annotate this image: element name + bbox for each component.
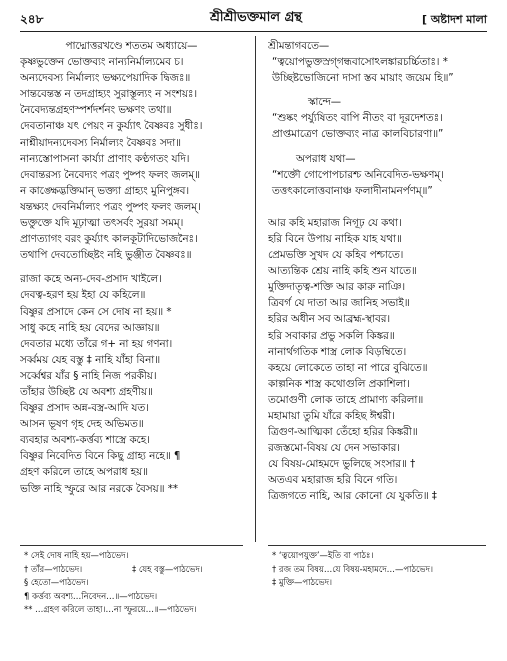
verse-line: হরি বিনে উপায় নাহিক যাহ যথা॥ [268, 232, 402, 245]
sanskrit-verse-block [20, 54, 243, 263]
verse-line: হরি সবাকার প্রভু সকলি কিঙ্কর॥ [268, 329, 395, 342]
footnote: * সেই দোষ নাহি হয়—পাঠভেদ। [24, 550, 129, 560]
verse-line: হরির অধীন সব আব্রহ্ম-স্থাবর। [268, 313, 391, 326]
verse-line: নৈবেদ্যন্তগ্রহণস্পর্শদর্শনং ভক্ষণং তথা॥ [20, 104, 172, 117]
verse-line: নান্যস্তোপাসনা কার্য্যা প্রাণাং কণ্ঠগতং যদি। [20, 152, 190, 165]
verse-line: তথাপি দেবতোচ্ছিষ্টং নহি ভুঞ্জীত বৈষ্ণবঃ॥ [20, 249, 192, 262]
verse-line: কাল্পনিক শাস্ত্র কথোগুলি প্রকাশিলা। [268, 377, 410, 390]
verse-line: বিষ্ণুর প্রসাদ অন্ন-বস্ত্র-আদি যত। [20, 402, 149, 415]
verse-line: রাজা কহে অন্য-দেব-প্রসাদ খাইলে। [20, 273, 162, 286]
section-heading: পাদ্মোত্তরখণ্ডে শততম অধ্যায়ে— [65, 40, 198, 52]
verse-line: বিষ্ণুর নিবেদিত বিনে কিছু গ্রাহ্য নহে॥ ¶ [20, 450, 181, 463]
verse-line: সান্তবেন্তস্ত ন তদগ্রাহ্যং সুরাস্তূল্যং ন সংশয়ঃ। [20, 88, 198, 101]
verse-line: দেবত্ব-হরণ হয় ইহা যে কহিলে॥ [20, 289, 146, 302]
verse-line: মুক্তিদাতৃত্ব-শক্তি আর কারু নাঞি। [268, 281, 406, 294]
footnote: § হেতো—পাঠভেদ। [24, 577, 89, 587]
bengali-verse-block [268, 215, 486, 505]
verse-line: দেবতানাঞ্চ যৎ পেয়ং ন কুর্য্যাৎ বৈষ্ণবঃ সুধীঃ। [20, 120, 203, 133]
verse-line: নাশ্নীয়াদন্যদেবস্য নির্মাল্যং বৈষ্ণবঃ সদা॥ [20, 136, 182, 149]
section-heading: অপরাধ যথা— [296, 152, 356, 165]
verse-line: ভক্তি নাহি স্ফুরে আর নরকে বৈসয়॥ ** [20, 482, 179, 495]
verse-line: অন্যদেবস্য নির্মাল্যং ভক্ষ্যপেয়াদিক দ্বিজঃ॥ [20, 72, 191, 85]
footnote: † রজ তম বিষয়…যে বিষয়-মহামদে…—পাঠভেদ। [272, 563, 433, 574]
column-divider [255, 36, 256, 542]
verse-line: বিষ্ণুর প্রসাদে কেন সে দোষ না হয়॥ * [20, 305, 172, 318]
footnote-item: ‡ যেহ বস্তু—পাঠভেদ। [132, 563, 203, 574]
verse-line: প্রেমভক্তি সুখদ যে কহিব পশ্চাতে। [268, 249, 404, 262]
verse-line: নানার্থগতিক শাস্ত্র লোক বিড়ম্বিতে। [268, 345, 407, 358]
verse-line: সর্ব্বেশ্বর যাঁর § নাহি নিজ পরকীয়। [20, 369, 157, 382]
section-heading: শ্রীমন্তাগবতে— [268, 40, 330, 52]
footnote [24, 563, 244, 577]
verse-line: ব্যবহার অবশ্য-কর্ত্তব্য শাস্ত্রে কহে। [20, 434, 150, 447]
verse-line: দেবান্তরস্য নৈবেদ্যং পত্রং পুষ্পং ফলং জলম্॥ [20, 168, 200, 181]
footnote-rule [268, 545, 486, 546]
footnote: ¶ কর্ত্তব্য অবশ্য…নিবেদন…॥—পাঠভেদ। [24, 590, 158, 601]
footnote: ‡ মুক্তি—পাঠভেদ। [272, 577, 332, 587]
book-title: শ্রীশ্রীভক্তমাল গ্রন্থ [210, 10, 302, 25]
verse-line: সর্ব্বময় যেহ বস্তু ‡ নাহি যাঁহা বিনা॥ [20, 353, 161, 366]
left-column [20, 38, 243, 497]
verse-line: রজস্তমো-বিষয় যে দেন সভাকার। [268, 442, 400, 455]
page-number: ২৪৮ [20, 12, 44, 26]
verse-line: তমোগুণী লোক তাহে প্রামাণ্য করিলা॥ [268, 393, 424, 406]
verse-line: ত্রিবর্গ যে দাতা আর জানিহ সভাই॥ [268, 297, 410, 310]
sanskrit-quote: “শক্তৌ গোপোপচারশ্চ অনিবেদিত-ভক্ষণম্। তত্তৎকালোত্তবানাঞ্চ ফলাদীনামনর্পণম্॥” [272, 168, 444, 197]
verse-line: যে বিষয়-মোহমদে ভুলিছে সংসার॥ † [268, 458, 416, 471]
verse-line: কৃষ্ণভুক্তেন ভোক্তব্যং নান্যনির্মাল্যমেব চ। [20, 56, 184, 69]
verse-line: আত্যন্তিক শ্রেয় নাহি কহি শুন যাতে॥ [268, 265, 417, 278]
footnotes-left [24, 549, 244, 617]
verse-line: আর কহি মহারাজ নিগূঢ় যে কথা। [268, 216, 402, 229]
verse-line: প্রাণত্যাগং বরং কুর্য্যাৎ কালকূটাদিভোজনৈঃ। [20, 233, 198, 246]
verse-line: ন কাঙ্ক্ষেদ্ভক্তিমান্ ভক্ত্যা গ্রাহ্যং মুনিপুঙ্গব। [20, 184, 190, 197]
verse-line: অতএব মহারাজ হরি বিনে গতি। [268, 474, 398, 487]
footnote-rule [20, 545, 243, 546]
verse-line: ভক্তুক্তে যদি মূঢ়াত্মা তৎসর্বং সুরয়া সমম্। [20, 217, 184, 230]
verse-line: সাধু কহে নাহি হয় বেদের আজ্ঞায়॥ [20, 321, 160, 334]
verse-line: আসন ভূষণ গৃহ দেহ অভিমত॥ [20, 418, 144, 431]
verse-line: দেবতার মধ্যে তাঁরে গ+ না হয় গণনা। [20, 337, 173, 350]
footnote: ** …গ্রহণ করিলে তাহা।…না স্ফুরয়ে…॥—পাঠভেদ। [24, 604, 197, 614]
sanskrit-quote: “শুষ্কং পর্য্যুষিতং বাপি নীতং বা দূরদেশতঃ। প্রাপ্তমাত্রেণ ভোক্তব্যং নাত্র কালবিচারণা॥” [272, 112, 444, 141]
verse-line: ত্রিগুণ-আত্মিকা তেঁহো হরির কিঙ্করী॥ [268, 426, 418, 439]
sanskrit-quote: “ত্বয়োপভুক্তস্রগ্‌গন্ধবাসোঽলঙ্কারচর্চ্চিতাঃ। * উচ্ছিষ্টভোজিনো দাসা স্তব মায়াং জয়েম হি॥” [272, 56, 454, 85]
verse-line: তাঁহার উচ্ছিষ্ট যে অবশ্য গ্রহণীয়॥ [20, 385, 153, 398]
footnotes-right [272, 549, 486, 590]
bengali-verse-block [20, 271, 243, 496]
footnote-item: † তাঁর—পাঠভেদ। [24, 563, 83, 574]
verse-line: গ্রহণ করিলে তাহে অপরাধ হয়॥ [20, 466, 148, 479]
verse-line: মহামায়া তুমি যাঁরে কহিছ ঈশ্বরী। [268, 409, 395, 422]
right-column [268, 38, 486, 505]
verse-line: ত্রিজগতে নাহি, আর কোনো যে যুকতি॥ ‡ [268, 490, 437, 503]
footnote: * ‘ত্বয়োপযুক্ত’—ইতি বা পাঠঃ। [272, 550, 374, 560]
chapter-title: [ অষ্টাদশ মালা [422, 13, 487, 26]
verse-line: কহয়ে লোকেতে তাহা না পারে বুঝিতে॥ [268, 361, 428, 374]
header-rule [20, 31, 487, 32]
verse-line: ষন্তক্ষ্যং দেবনির্মাল্যং পত্রং পুষ্পং ফলং জলম্। [20, 200, 201, 213]
page-header [20, 8, 487, 32]
section-heading: স্কান্দে— [308, 96, 342, 109]
